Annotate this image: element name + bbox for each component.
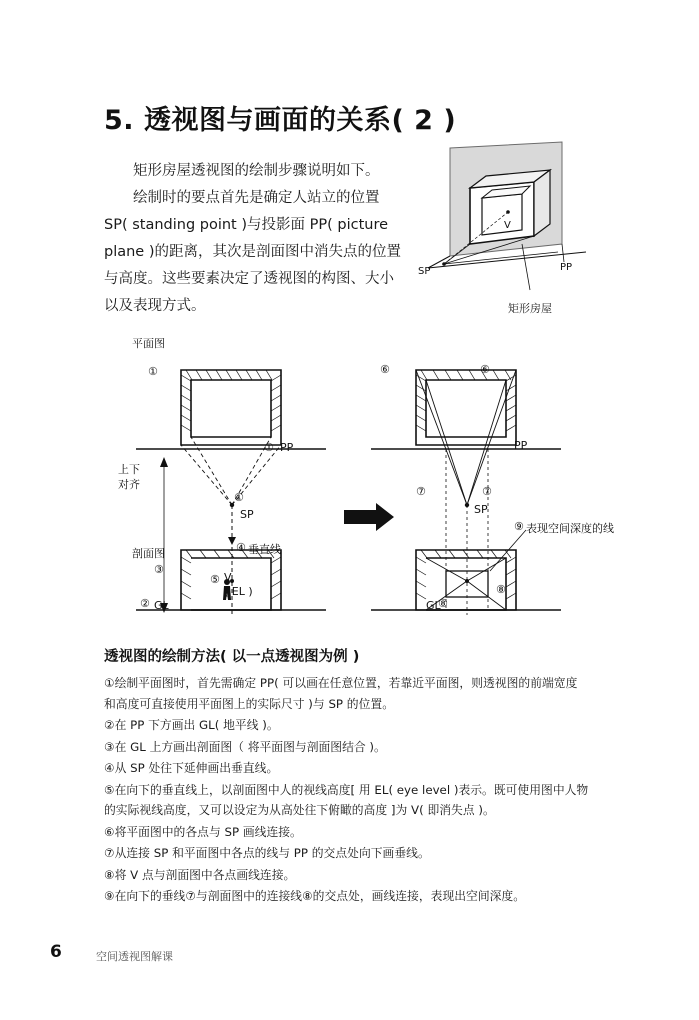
label-circle-8a: ⑧	[438, 597, 448, 610]
intro-paragraphs	[104, 158, 404, 320]
label-circle-1a: ①	[148, 365, 158, 378]
label-vertical-line: 垂直线	[248, 543, 281, 556]
figure-3d-label-sp: SP	[418, 266, 431, 277]
method-steps	[104, 673, 589, 908]
label-v-point: V	[224, 571, 232, 584]
label-circle-7a: ⑦	[416, 485, 426, 498]
label-depth-line: 表现空间深度的线	[526, 522, 614, 535]
label-el: ( EL )	[224, 585, 253, 598]
page-number: 6	[50, 942, 62, 962]
label-gl-right: GL	[426, 599, 441, 612]
step-item-4: ④从 SP 处往下延伸画出垂直线。	[104, 761, 279, 775]
figure-3d-label-pp: PP	[560, 262, 573, 273]
figure-3d-label-v: V	[504, 220, 511, 231]
step-item-9: ⑨在向下的垂线⑦与剖面图中的连接线⑧的交点处，画线连接，表现出空间深度。	[104, 889, 526, 903]
figure-3d-caption: 矩形房屋	[508, 302, 552, 315]
label-gl-left: GL	[154, 599, 169, 612]
figure-3d-room	[412, 140, 592, 325]
step-item-2: ②在 PP 下方画出 GL( 地平线 )。	[104, 718, 279, 732]
label-circle-6a: ⑥	[380, 363, 390, 376]
label-circle-5: ⑤	[210, 573, 220, 586]
label-align-line2: 对齐	[118, 478, 140, 491]
label-plan-view: 平面图	[132, 337, 165, 350]
label-pp-right: PP	[514, 439, 528, 452]
label-circle-4: ④	[236, 541, 246, 554]
step-item-3: ③在 GL 上方画出剖面图（ 将平面图与剖面图结合 )。	[104, 739, 386, 754]
step-item-6: ⑥将平面图中的各点与 SP 画线连接。	[104, 824, 302, 839]
label-circle-6b: ⑥	[480, 363, 490, 376]
label-pp-left: PP	[280, 441, 294, 454]
step-item-8: ⑧将 V 点与剖面图中各点画线连接。	[104, 867, 296, 882]
method-heading: 透视图的绘制方法( 以一点透视图为例 )	[104, 649, 360, 665]
intro-line-2: 绘制时的要点首先是确定人站立的位置 SP( standing point )与投影面 PP( picture plane )的距离，其次是剖面图中消失点的位置与高度。这些要素决定了透视图的构图、大小以及表现方式。	[104, 190, 401, 314]
label-section-view: 剖面图	[132, 547, 165, 560]
intro-line-1: 矩形房屋透视图的绘制步骤说明如下。	[133, 163, 380, 179]
page-title: 5. 透视图与画面的关系( 2 )	[104, 105, 457, 136]
label-sp-right: SP	[474, 503, 488, 516]
label-circle-7b: ⑦	[482, 485, 492, 498]
label-circle-2: ②	[140, 597, 150, 610]
step-item-1: ①绘制平面图时，首先需确定 PP( 可以画在任意位置，若靠近平面图，则透视图的前端宽度和高度可直接使用平面图上的实际尺寸 )与 SP 的位置。	[104, 676, 578, 711]
label-circle-8b: ⑧	[496, 583, 506, 596]
step-item-5: ⑤在向下的垂直线上，以剖面图中人的视线高度[ 用 EL( eye level )表示。既可使用图中人物的实际视线高度，又可以设定为从高处往下俯瞰的高度 ]为 V( 即消失点 )。	[104, 782, 589, 817]
footer-book-title: 空间透视图解课	[96, 950, 173, 963]
step-item-7: ⑦从连接 SP 和平面图中各点的线与 PP 的交点处向下画垂线。	[104, 846, 430, 860]
main-diagram	[96, 337, 616, 635]
label-circle-1b: ①	[264, 441, 274, 454]
label-circle-9: ⑨	[514, 520, 524, 533]
label-align-line1: 上下	[118, 463, 140, 476]
label-circle-3: ③	[154, 563, 164, 576]
label-sp-left: SP	[240, 508, 254, 521]
label-circle-1c: ①	[234, 491, 244, 504]
